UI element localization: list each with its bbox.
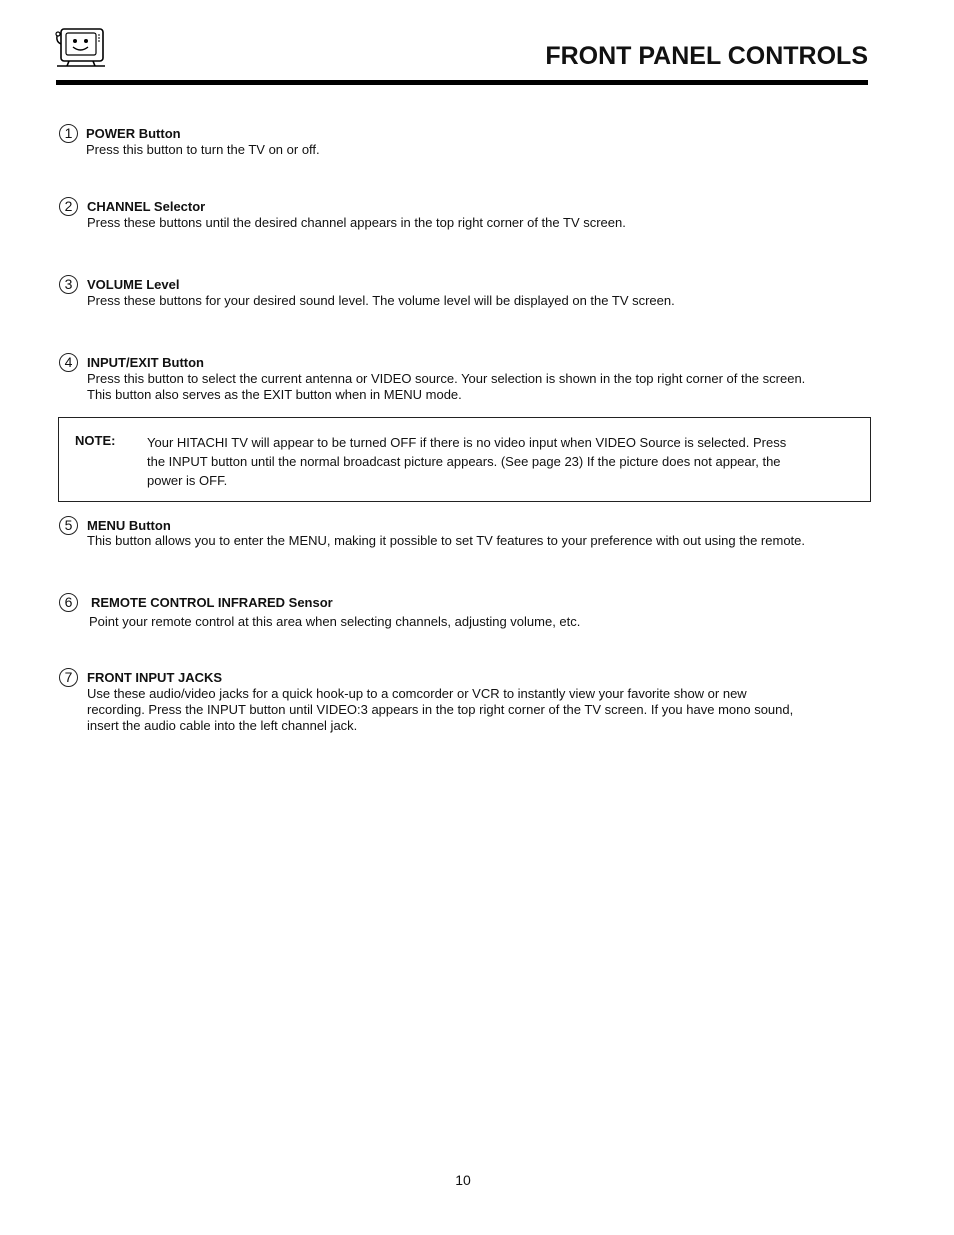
note-label: NOTE: — [75, 433, 116, 448]
item-heading: REMOTE CONTROL INFRARED Sensor — [91, 595, 333, 610]
item-heading: VOLUME Level — [87, 277, 180, 292]
note-text: Your HITACHI TV will appear to be turned OFF if there is no video input when VIDEO Source is selected. Press the INPUT button until the normal broadcast picture appears. (See page 23) If the picture does not appear, the power is OFF. — [147, 435, 787, 488]
page-number: 10 — [455, 1172, 471, 1188]
item-heading: POWER Button — [86, 126, 181, 141]
item-number-badge: 4 — [59, 353, 78, 372]
item-number-badge: 2 — [59, 197, 78, 216]
item-description: Point your remote control at this area when selecting channels, adjusting volume, etc. — [89, 614, 581, 629]
item-heading: FRONT INPUT JACKS — [87, 670, 223, 685]
item-heading: MENU Button — [87, 518, 171, 533]
page-title: FRONT PANEL CONTROLS — [545, 42, 868, 70]
item-description: Press this button to turn the TV on or off. — [86, 142, 320, 157]
tv-mascot-logo — [55, 26, 107, 68]
item-number-badge: 3 — [59, 275, 78, 294]
item-number-badge: 6 — [59, 593, 78, 612]
item-description: Press these buttons until the desired channel appears in the top right corner of the TV screen. — [87, 215, 626, 230]
item-description: Use these audio/video jacks for a quick hook-up to a comcorder or VCR to instantly view your favorite show or new recording. Press the INPUT button until VIDEO:3 appears in the top right corner of the TV screen. If you have mono sound, insert the audio cable into the left channel jack. — [87, 686, 794, 733]
item-description: Press this button to select the current antenna or VIDEO source. Your selection is shown in the top right corner of the screen. This button also serves as the EXIT button when in MENU mode. — [87, 371, 806, 402]
item-description: Press these buttons for your desired sound level. The volume level will be displayed on the TV screen. — [87, 293, 675, 308]
item-number-badge: 5 — [59, 516, 78, 535]
item-description: This button allows you to enter the MENU, making it possible to set TV features to your preference with out using the remote. — [87, 533, 806, 548]
title-divider — [56, 80, 868, 85]
item-heading: INPUT/EXIT Button — [87, 355, 204, 370]
note-box — [58, 417, 871, 502]
item-number-badge: 7 — [59, 668, 78, 687]
item-heading: CHANNEL Selector — [87, 199, 206, 214]
item-number-badge: 1 — [59, 124, 78, 143]
